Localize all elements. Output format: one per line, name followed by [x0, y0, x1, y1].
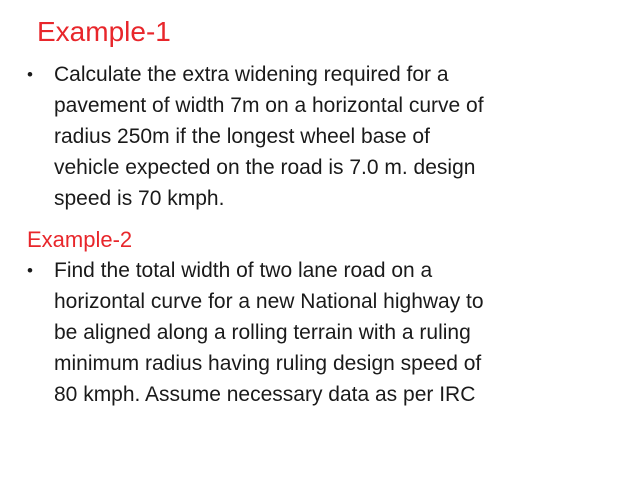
example-1-bullet — [27, 59, 627, 214]
example-1-line: Calculate the extra widening required for a — [54, 63, 449, 86]
bullet-icon: • — [27, 261, 33, 280]
bullet-icon: • — [27, 65, 33, 84]
example-2-line: 80 kmph. Assume necessary data as per IRC — [54, 383, 476, 406]
example-1-heading: Example-1 — [37, 16, 171, 47]
example-1-line: speed is 70 kmph. — [54, 187, 225, 210]
example-1-line: radius 250m if the longest wheel base of — [54, 125, 430, 148]
example-2-heading: Example-2 — [27, 227, 133, 252]
example-1-text — [27, 59, 627, 214]
example-2-bullet — [27, 255, 627, 410]
example-2-line: horizontal curve for a new National highway to — [54, 290, 484, 313]
example-2-line: be aligned along a rolling terrain with a ruling — [54, 321, 471, 344]
example-2-line: Find the total width of two lane road on a — [54, 259, 433, 282]
example-1-line: vehicle expected on the road is 7.0 m. design — [54, 156, 476, 179]
example-1-line: pavement of width 7m on a horizontal curve of — [54, 94, 484, 117]
example-2-text — [27, 255, 627, 410]
example-2-line: minimum radius having ruling design speed of — [54, 352, 482, 375]
